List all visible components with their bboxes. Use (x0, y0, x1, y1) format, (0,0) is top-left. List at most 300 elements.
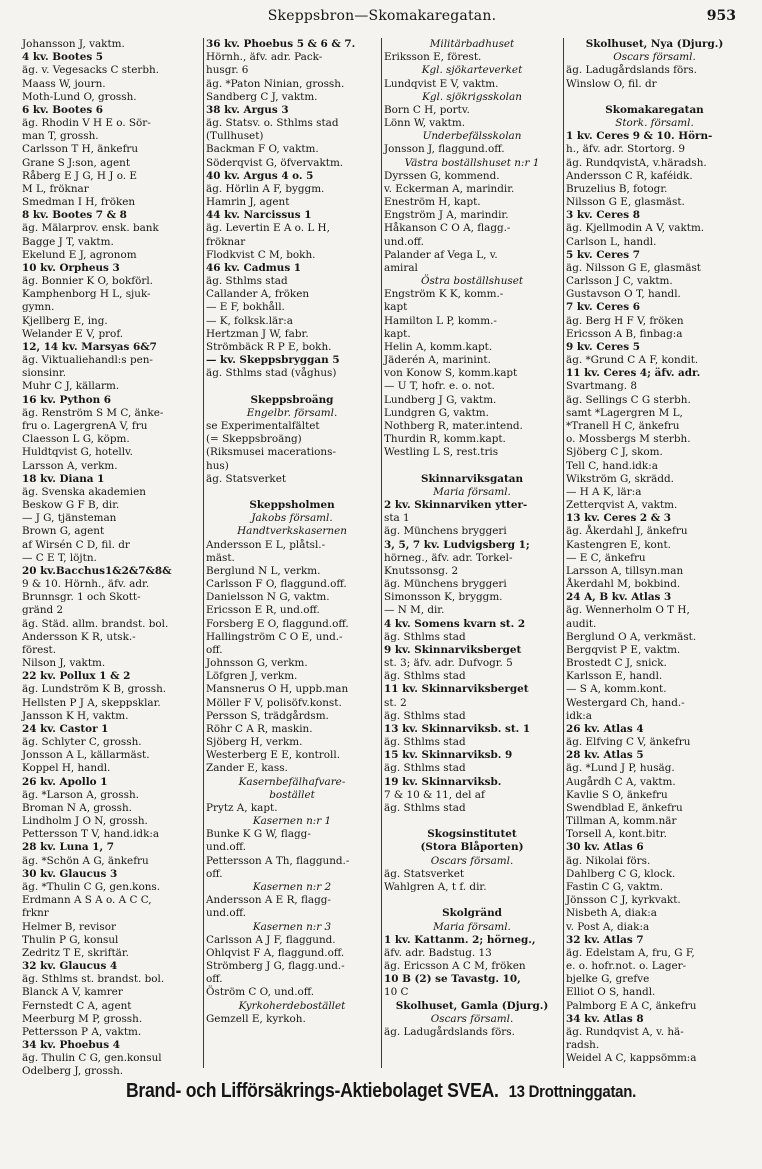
entry-line: (Tullhuset) (206, 130, 264, 143)
entry-line: Svartmang. 8 (566, 380, 637, 393)
entry-line: (Riksmusei macerations- (206, 446, 336, 459)
entry-line: Blanck A V, kamrer (22, 986, 123, 999)
entry-line: Eneström H, kapt. (384, 196, 481, 209)
entry-line: Militärbadhuset (429, 38, 515, 50)
entry-line: Kyrkoherdebostället (238, 999, 346, 1012)
entry-line: — J G, tjänsteman (22, 512, 117, 525)
entry-line: o. Mossbergs M sterbh. (566, 433, 691, 446)
entry-line: Brunnsgr. 1 och Skott- (22, 591, 141, 604)
entry-line: Eriksson E, förest. (384, 51, 482, 64)
entry-line: Hamrin J, agent (206, 196, 290, 209)
entry-line: — S A, komm.kont. (566, 683, 667, 696)
entry-line: äg. Münchens bryggeri (384, 578, 507, 591)
entry-line: Wahlgren A, t f. dir. (384, 881, 487, 893)
entry-line: Danielsson N G, vaktm. (206, 591, 330, 604)
entry-line: sionsinr. (22, 367, 67, 380)
advertisement-footer (63, 1080, 698, 1103)
entry-line: — C E T, löjtn. (22, 551, 97, 564)
entry-line: Lindholm J O N, grossh. (22, 815, 148, 828)
entry-line: 3 kv. Ceres 8 (566, 209, 640, 222)
entry-line: Råberg E J G, H J o. E (22, 169, 137, 182)
entry-line (384, 894, 560, 907)
entry-line: äg. Schlyter C, grossh. (22, 736, 142, 749)
entry-line: Hamilton L P, komm.- (384, 314, 497, 327)
entry-line: Carlsson F O, flaggund.off. (206, 578, 347, 591)
entry-line: Helmer B, revisor (22, 920, 116, 933)
entry-line: Åkerdahl M, bokbind. (566, 578, 681, 591)
entry-line: 1 kv. Ceres 9 & 10. Hörn- (566, 130, 713, 143)
entry-line: Born C H, portv. (384, 103, 470, 116)
entry-line: 10 kv. Orpheus 3 (22, 261, 120, 274)
entry-line: Beskow G F B, dir. (22, 499, 120, 512)
entry-line: Johnsson G, verkm. (206, 657, 308, 670)
entry-line: äg. Nilsson G E, glasmäst (566, 261, 701, 274)
entry-line: von Konow S, komm.kapt (384, 367, 518, 380)
entry-line: Persson S, trädgårdsm. (206, 709, 329, 722)
column-2 (203, 38, 381, 1068)
entry-line: Zedritz T E, skriftär. (22, 946, 129, 959)
entry-line: 32 kv. Atlas 7 (566, 933, 644, 946)
column-4 (563, 38, 746, 1068)
entry-line (384, 460, 560, 473)
entry-line: 11 kv. Ceres 4; äfv. adr. (566, 367, 701, 380)
entry-line: äg. *Grund C A F, kondit. (566, 354, 699, 367)
entry-line: 32 kv. Glaucus 4 (22, 960, 118, 973)
entry-line: radsh. (566, 1039, 600, 1052)
entry-line: Karlsson E, handl. (566, 670, 663, 683)
entry-line: v. Eckerman A, marindir. (384, 182, 515, 195)
entry-line: äg. Ericsson A C M, fröken (384, 960, 526, 973)
entry-line: äg. Thulin C G, gen.konsul (22, 1052, 162, 1065)
entry-line: Moth-Lund O, grossh. (22, 90, 137, 103)
entry-line: Flodkvist C M, bokh. (206, 248, 316, 261)
entry-line: äg. Åkerdahl J, änkefru (566, 525, 688, 538)
entry-line: Löfgren J, verkm. (206, 670, 298, 683)
entry-line: Westling L S, rest.tris (384, 446, 499, 459)
entry-line: 46 kv. Cadmus 1 (206, 261, 302, 274)
entry-line: und.off. (206, 907, 246, 920)
entry-line: 36 kv. Phoebus 5 & 6 & 7. (206, 38, 356, 50)
entry-line: Sjöberg C J, skom. (566, 446, 663, 459)
entry-line: man T, grossh. (22, 130, 99, 143)
entry-line: äg. Sthlms stad (384, 762, 466, 775)
entry-line: äg. Viktualiehandl:s pen- (22, 354, 153, 367)
entry-line: Skolhuset, Nya (Djurg.) (585, 38, 724, 50)
entry-line: äg. *Paton Ninian, grossh. (206, 77, 345, 90)
entry-line: Tell C, hand.idk:a (566, 459, 658, 472)
entry-line: 26 kv. Atlas 4 (566, 722, 644, 735)
entry-line: 34 kv. Phoebus 4 (22, 1039, 120, 1052)
entry-line: Brostedt C J, snick. (566, 657, 667, 670)
entry-line: 2 kv. Skinnarviken ytter- (384, 499, 528, 512)
entry-line: Hellsten P J A, skeppsklar. (22, 696, 161, 709)
entry-line: äg. Berg H F V, fröken (566, 314, 684, 327)
entry-line: äg. Sthlms st. brandst. bol. (22, 973, 165, 986)
entry-line: st. 3; äfv. adr. Dufvogr. 5 (384, 657, 513, 670)
entry-line: äg. RundqvistA, v.häradsh. (566, 156, 707, 169)
entry-line: Västra boställshuset n:r 1 (404, 156, 540, 169)
entry-line: Ohlqvist F A, flaggund.off. (206, 946, 345, 959)
entry-line: Skomakaregatan (605, 103, 704, 116)
entry-line: 9 kv. Skinnarviksberget (384, 643, 522, 656)
entry-line: Pettersson T V, hand.idk:a (22, 828, 160, 841)
entry-line: 3, 5, 7 kv. Ludvigsberg 1; (384, 538, 530, 551)
entry-line: Swendblad E, änkefru (566, 801, 683, 814)
entry-line: M L, fröknar (22, 182, 89, 195)
entry-line: Dyrssen G, kommend. (384, 169, 500, 182)
entry-line: Odelberg J, grossh. (22, 1065, 124, 1078)
entry-line: 34 kv. Atlas 8 (566, 1012, 644, 1025)
entry-line: Fernstedt C A, agent (22, 999, 132, 1012)
entry-line: Bergqvist P E, vaktm. (566, 643, 681, 656)
entry-line: Lundberg J G, vaktm. (384, 393, 497, 406)
entry-line: Nilson J, vaktm. (22, 657, 106, 670)
entry-line: äg. Rundqvist A, v. hä- (566, 1025, 684, 1038)
entry-line: 15 kv. Skinnarviksb. 9 (384, 749, 513, 762)
entry-line: Andersson C R, kaféidk. (566, 169, 693, 182)
entry-line: Knutssonsg. 2 (384, 564, 459, 577)
entry-line: idk:a (566, 709, 592, 722)
entry-line: Jonsson A L, källarmäst. (22, 749, 150, 762)
entry-line: Claesson L G, köpm. (22, 433, 130, 446)
entry-line: Larsson A, tillsyn.man (566, 564, 684, 577)
entry-line: 22 kv. Pollux 1 & 2 (22, 670, 131, 683)
entry-line: Elliot O S, handl. (566, 986, 656, 999)
entry-line: v. Post A, diak:a (566, 920, 650, 933)
entry-line: — H A K, lär:a (566, 485, 642, 498)
entry-line: bostället (269, 788, 315, 801)
entry-line (206, 380, 378, 393)
entry-line: Engström J A, marindir. (384, 209, 509, 222)
entry-line: Kavlie S O, änkefru (566, 788, 668, 801)
entry-line: Muhr C J, källarm. (22, 380, 120, 393)
entry-line: Berglund N L, verkm. (206, 564, 321, 577)
page-header (22, 8, 742, 28)
entry-line: Gustavson O T, handl. (566, 288, 681, 301)
entry-line: Lundqvist E V, vaktm. (384, 77, 499, 90)
entry-line: 30 kv. Atlas 6 (566, 841, 644, 854)
entry-line: Jäderén A, marinint. (384, 354, 491, 367)
entry-line: 12, 14 kv. Marsyas 6&7 (22, 340, 157, 353)
entry-line: 9 & 10. Hörnh., äfv. adr. (22, 578, 150, 591)
entry-line: Jakobs församl. (251, 512, 333, 525)
entry-line: 20 kv.Bacchus1&2&7&8& (22, 564, 172, 577)
entry-line: Palmborg E A C, änkefru (566, 999, 697, 1012)
entry-line: 4 kv. Somens kvarn st. 2 (384, 617, 526, 630)
entry-line: 7 kv. Ceres 6 (566, 301, 640, 314)
entry-line: Zander E, kass. (206, 762, 288, 775)
entry-line: 18 kv. Diana 1 (22, 472, 105, 485)
entry-line: fröknar (206, 235, 246, 248)
entry-line: gymn. (22, 301, 55, 314)
entry-line: off. (206, 973, 223, 986)
entry-line: gränd 2 (22, 604, 64, 617)
entry-line: kapt (384, 301, 408, 314)
entry-line: Kastengren E, kont. (566, 538, 671, 551)
entry-line: — N M, dir. (384, 604, 445, 617)
entry-line: Forsberg E O, flaggund.off. (206, 617, 349, 630)
entry-line: förest. (22, 643, 57, 656)
entry-line: äg. Sellings C G sterbh. (566, 393, 691, 406)
entry-line: off. (206, 867, 223, 880)
entry-line: 40 kv. Argus 4 o. 5 (206, 169, 314, 182)
entry-line: äg. v. Vegesacks C sterbh. (22, 64, 159, 77)
entry-line: äg. Statsverket (384, 867, 465, 880)
entry-line: Söderqvist G, öfvervaktm. (206, 156, 344, 169)
entry-line: Ericsson E R, und.off. (206, 604, 320, 617)
entry-line: Palander af Vega L, v. (384, 248, 498, 261)
entry-line: äg. *Larson A, grossh. (22, 788, 139, 801)
entry-line: Pettersson A Th, flaggund.- (206, 854, 350, 867)
entry-line: Jönsson C J, kyrkvakt. (566, 894, 681, 907)
entry-line: Berglund O A, verkmäst. (566, 630, 697, 643)
entry-line (566, 91, 743, 104)
entry-line: Fastin C G, vaktm. (566, 881, 664, 893)
entry-line: äg. Svenska akademien (22, 485, 146, 498)
entry-line: Augårdh C A, vaktm. (566, 775, 676, 788)
entry-line: 10 C (384, 986, 409, 999)
entry-line: Kasernen n:r 2 (252, 881, 332, 893)
entry-line: Engelbr. församl. (246, 406, 338, 419)
entry-line: bjelke G, grefve (566, 973, 650, 986)
entry-line: und.off. (206, 841, 246, 854)
entry-line: Skeppsbroäng (250, 393, 334, 406)
entry-line: Möller F V, polisöfv.konst. (206, 696, 342, 709)
entry-line: Gemzell E, kyrkoh. (206, 1012, 306, 1025)
entry-line: Backman F O, vaktm. (206, 143, 319, 156)
entry-line: Jonsson J, flaggund.off. (384, 143, 505, 156)
entry-line: Johansson J, vaktm. (22, 38, 125, 50)
entry-line: Carlsson A J F, flaggund. (206, 933, 336, 946)
entry-line: Carlsson T H, änkefru (22, 143, 139, 156)
entry-line: Weidel A C, kappsömm:a (566, 1052, 697, 1065)
entry-line: 6 kv. Bootes 6 (22, 103, 104, 116)
entry-line: Hallingström C O E, und.- (206, 630, 343, 643)
entry-line: äg. Sthlms stad (384, 736, 466, 749)
entry-line: Oscars församl. (430, 1012, 514, 1025)
entry-line: frknr (22, 907, 49, 920)
entry-line: Meerburg M P, grossh. (22, 1012, 143, 1025)
page-number: 953 (706, 8, 736, 24)
entry-line: 13 kv. Ceres 2 & 3 (566, 512, 672, 525)
entry-line: äg. Bonnier K O, bokförl. (22, 275, 153, 288)
entry-line: 8 kv. Bootes 7 & 8 (22, 209, 127, 222)
entry-line: — K, folksk.lär:a (206, 314, 293, 327)
entry-line: Kgl. sjökarteverket (421, 64, 523, 77)
entry-line: fru o. LagergrenA V, fru (22, 419, 148, 432)
entry-line: äg. Sthlms stad (384, 670, 466, 683)
entry-line: hörneg., äfv. adr. Torkel- (384, 551, 513, 564)
footer-company: Brand- och Lifförsäkrings-Aktiebolaget SVEA. (125, 1080, 499, 1102)
entry-line: Skolgränd (442, 907, 502, 920)
entry-line: hus) (206, 459, 229, 472)
entry-line: husgr. 6 (206, 64, 249, 77)
entry-line: Skogsinstitutet (427, 828, 517, 841)
entry-line: äg. Statsv. o. Sthlms stad (206, 117, 339, 130)
entry-line: Welander E V, prof. (22, 327, 124, 340)
entry-line: äg. Ladugårdslands förs. (384, 1025, 515, 1038)
entry-line: 24 A, B kv. Atlas 3 (566, 591, 672, 604)
entry-line: äg. Statsverket (206, 472, 287, 485)
entry-line: Röhr C A R, maskin. (206, 722, 313, 735)
entry-line: Prytz A, kapt. (206, 801, 278, 814)
entry-line: Erdmann A S A o. A C C, (22, 894, 152, 907)
entry-line: äg. Elfving C V, änkefru (566, 736, 691, 749)
entry-line: kapt. (384, 327, 411, 340)
entry-line: 28 kv. Atlas 5 (566, 749, 644, 762)
entry-line: Westergard Ch, hand.- (566, 696, 685, 709)
column-1 (20, 38, 203, 1078)
entry-line: Maria församl. (433, 485, 511, 498)
entry-line: 38 kv. Argus 3 (206, 103, 289, 116)
entry-line: Tillman A, komm.när (566, 815, 677, 828)
entry-line: — kv. Skeppsbryggan 5 (206, 354, 340, 367)
entry-line: Andersson E L, plåtsl.- (206, 538, 326, 551)
entry-line: Kamphenborg H L, sjuk- (22, 288, 151, 301)
entry-line: Broman N A, grossh. (22, 801, 132, 814)
entry-line: äg. Sthlms stad (384, 709, 466, 722)
entry-line: äg. Sthlms stad (384, 801, 466, 814)
entry-line: Torsell A, kont.bitr. (566, 828, 667, 841)
entry-line: h., äfv. adr. Stortorg. 9 (566, 143, 685, 156)
entry-line: Kasernbefälhafvare- (238, 775, 346, 788)
entry-line: Bagge J T, vaktm. (22, 235, 114, 248)
entry-line: Ekelund E J, agronom (22, 248, 137, 261)
entry-line: äg. Sthlms stad (206, 275, 288, 288)
entry-line: Sandberg C J, vaktm. (206, 90, 318, 103)
entry-line: Ericsson A B, finbag:a (566, 327, 683, 340)
entry-line: audit. (566, 617, 597, 630)
entry-line: äg. *Thulin C G, gen.kons. (22, 881, 161, 893)
entry-line: — U T, hofr. e. o. not. (384, 380, 495, 393)
entry-line: Handtverkskasernen (237, 525, 347, 538)
entry-line: Hörnh., äfv. adr. Pack- (206, 51, 323, 64)
entry-line: äg. Renström S M C, änke- (22, 406, 164, 419)
entry-line: Carlsson J C, vaktm. (566, 275, 673, 288)
entry-line: Grane S J:son, agent (22, 156, 131, 169)
entry-line: amiral (384, 261, 418, 274)
entry-line: 28 kv. Luna 1, 7 (22, 841, 114, 854)
entry-line: Strömbäck R P E, bokh. (206, 340, 332, 353)
entry-line: äg. Lundström K B, grossh. (22, 683, 167, 696)
entry-line: äg. Edelstam A, fru, G F, (566, 946, 695, 959)
entry-line: Maria församl. (433, 920, 511, 933)
entry-line: Dahlberg C G, klock. (566, 867, 676, 880)
entry-line: samt *Lagergren M L, (566, 406, 683, 419)
entry-line: 10 B (2) se Tavastg. 10, (384, 973, 521, 986)
entry-line: Huldtqvist G, hotellv. (22, 446, 133, 459)
entry-line: (= Skeppsbroäng) (206, 433, 302, 446)
entry-line: 16 kv. Python 6 (22, 393, 112, 406)
entry-line: Engström K K, komm.- (384, 288, 504, 301)
entry-line: Lundgren G, vaktm. (384, 406, 489, 419)
entry-line: Skolhuset, Gamla (Djurg.) (395, 999, 549, 1012)
entry-line: mäst. (206, 551, 235, 564)
directory-columns (20, 38, 746, 1078)
entry-line: 26 kv. Apollo 1 (22, 775, 108, 788)
entry-line: Stork. församl. (615, 117, 694, 130)
entry-line: Maass W, journ. (22, 77, 106, 90)
entry-line: 9 kv. Ceres 5 (566, 340, 640, 353)
entry-line: Koppel H, handl. (22, 762, 111, 775)
entry-line: Callander A, fröken (206, 288, 310, 301)
entry-line: Thulin P G, konsul (22, 933, 119, 946)
page-title: Skeppsbron—Skomakaregatan. (267, 8, 497, 24)
entry-line: Wikström G, skrädd. (566, 472, 674, 485)
entry-line: Nilsson G E, glasmäst. (566, 196, 685, 209)
entry-line: Carlson L, handl. (566, 235, 657, 248)
entry-line: Underbefälsskolan (422, 130, 522, 143)
entry-line: Skinnarviksgatan (420, 472, 524, 485)
entry-line: Hertzman J W, fabr. (206, 327, 309, 340)
entry-line: Brown G, agent (22, 525, 105, 538)
column-3 (381, 38, 563, 1068)
entry-line: äg. Hörlin A F, byggm. (206, 182, 325, 195)
entry-line: äg. Kjellmodin A V, vaktm. (566, 222, 705, 235)
entry-line: Smedman I H, fröken (22, 196, 136, 209)
entry-line: Nothberg R, mater.intend. (384, 419, 523, 432)
entry-line: äg. Münchens bryggeri (384, 525, 507, 538)
entry-line: äg. *Lund J P, husäg. (566, 762, 675, 775)
entry-line: — E C, änkefru (566, 551, 646, 564)
entry-line: äg. Levertin E A o. L H, (206, 222, 330, 235)
entry-line: se Experimentalfältet (206, 419, 320, 432)
entry-line: Strömberg J G, flagg.und.- (206, 960, 345, 973)
entry-line: Pettersson P A, vaktm. (22, 1025, 142, 1038)
entry-line: Håkanson C O A, flagg.- (384, 222, 511, 235)
entry-line: Kasernen n:r 3 (252, 920, 332, 933)
entry-line: Kasernen n:r 1 (252, 815, 332, 828)
entry-line: Oscars församl. (430, 854, 514, 867)
entry-line: Lönn W, vaktm. (384, 117, 466, 130)
entry-line: st. 2 (384, 696, 407, 709)
footer-address: 13 Drottninggatan. (508, 1082, 637, 1101)
entry-line: Östra boställshuset (420, 275, 524, 288)
entry-line: Öström C O, und.off. (206, 986, 315, 999)
entry-line: 24 kv. Castor 1 (22, 722, 109, 735)
entry-line: 1 kv. Kattanm. 2; hörneg., (384, 933, 536, 946)
entry-line: 44 kv. Narcissus 1 (206, 209, 312, 222)
entry-line: sta 1 (384, 512, 410, 525)
entry-line: äg. Nikolai förs. (566, 854, 651, 867)
entry-line: Kjellberg E, ing. (22, 314, 108, 327)
entry-line: 30 kv. Glaucus 3 (22, 867, 118, 880)
entry-line: äg. Sthlms stad (våghus) (206, 367, 337, 380)
entry-line: 7 & 10 & 11, del af (384, 788, 485, 801)
entry-line (206, 486, 378, 499)
entry-line: Sjöberg H, verkm. (206, 736, 303, 749)
entry-line: Winslow O, fil. dr (566, 77, 657, 90)
entry-line: Zetterqvist A, vaktm. (566, 499, 678, 512)
entry-line: äg. Ladugårdslands förs. (566, 64, 697, 77)
entry-line: und.off. (384, 235, 424, 248)
entry-line: Helin A, komm.kapt. (384, 340, 493, 353)
entry-line: äg. Städ. allm. brandst. bol. (22, 617, 169, 630)
entry-line: Westerberg E E, kontroll. (206, 749, 340, 762)
entry-line: off. (206, 643, 223, 656)
entry-line: äg. Wennerholm O T H, (566, 604, 690, 617)
entry-line: (Stora Blåporten) (420, 841, 524, 854)
entry-line: 4 kv. Bootes 5 (22, 51, 104, 64)
entry-line: äg. Mälarprov. ensk. bank (22, 222, 159, 235)
entry-line: Nisbeth A, diak:a (566, 907, 657, 920)
entry-line: Thurdin R, komm.kapt. (384, 433, 506, 446)
entry-line: *Tranell H C, änkefru (566, 419, 680, 432)
entry-line: 19 kv. Skinnarviksb. (384, 775, 502, 788)
entry-line: Larsson A, verkm. (22, 459, 118, 472)
entry-line: Andersson K R, utsk.- (22, 630, 136, 643)
entry-line: Bruzelius B, fotogr. (566, 182, 668, 195)
